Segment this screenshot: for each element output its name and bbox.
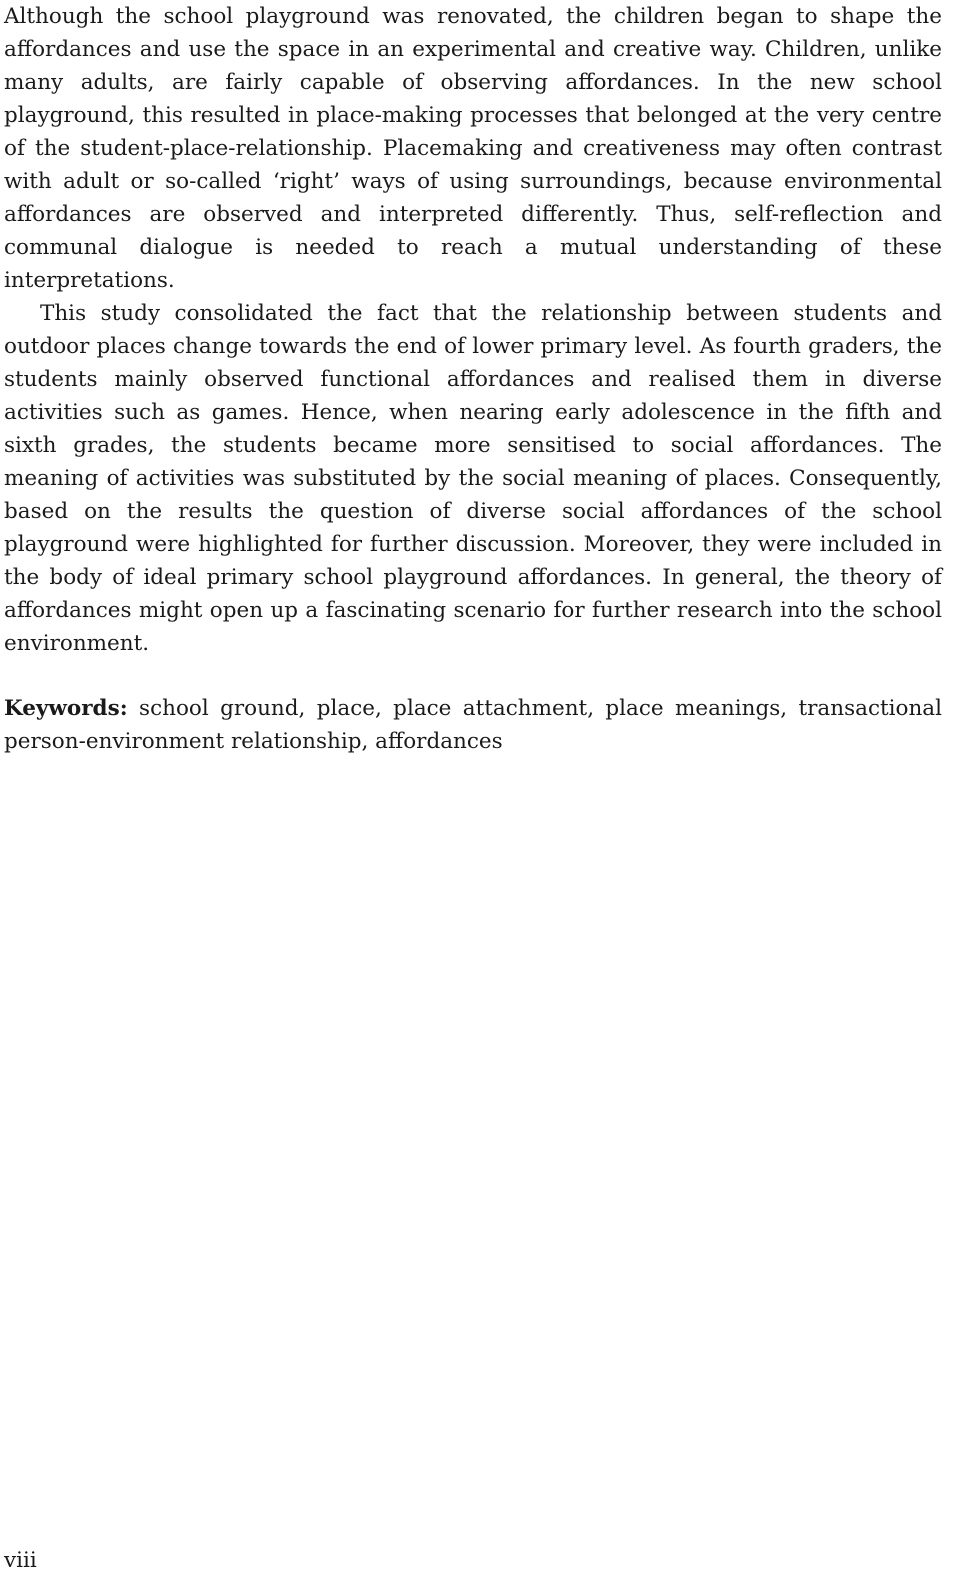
keywords-label: Keywords:	[4, 696, 128, 721]
body-paragraph-2: This study consolidated the fact that the relationship between students and outdoor places change towards the end of lower primary level. As fourth graders, the students mainly observed functional affordances and realised them in diverse activities such as games. Hence, when nearing early adolescence in the fifth and sixth grades, the students became more sensitised to social affordances. The meaning of activities was substituted by the social meaning of places. Consequently, based on the results the question of diverse social affordances of the school playground were highlighted for further discussion. Moreover, they were included in the body of ideal primary school playground affordances. In general, the theory of affordances might open up a fascinating scenario for further research into the school environment.	[4, 301, 942, 656]
body-paragraph-1: Although the school playground was renovated, the children began to shape the affordances and use the space in an experimental and creative way. Children, unlike many adults, are fairly capable of observing affordances. In the new school playground, this resulted in place-making processes that belonged at the very centre of the student-place-relationship. Placemaking and creativeness may often contrast with adult or so-called ‘right’ ways of using surroundings, because environmental affordances are observed and interpreted differently. Thus, self-reflection and communal dialogue is needed to reach a mutual understanding of these interpretations.	[4, 4, 942, 293]
page-number: viii	[4, 1548, 37, 1573]
keywords-text: school ground, place, place attachment, place meanings, transactional person-environment relationship, affordances	[4, 696, 942, 754]
keywords-line	[4, 692, 942, 758]
document-page	[4, 0, 942, 758]
